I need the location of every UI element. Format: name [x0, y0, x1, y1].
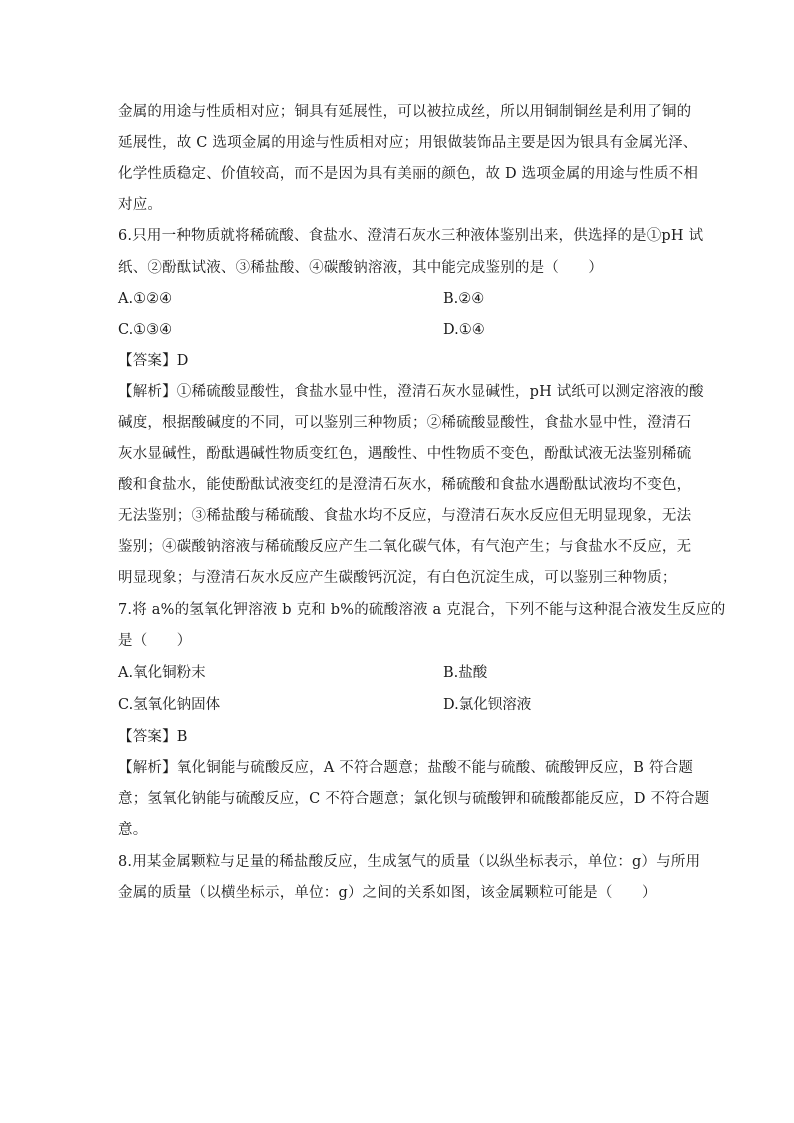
question-6-explanation: 【解析】①稀硫酸显酸性，食盐水显中性，澄清石灰水显碱性，pH 试纸可以测定溶液的酸: [118, 384, 704, 400]
question-7-answer: 【答案】B: [118, 729, 188, 745]
question-8-stem: 8.用某金属颗粒与足量的稀盐酸反应，生成氢气的质量（以纵坐标表示，单位：g）与所用: [118, 854, 701, 870]
question-7-explanation: 意；氢氧化钠能与硫酸反应，C 不符合题意；氯化钡与硫酸钾和硫酸都能反应，D 不符合题: [118, 791, 710, 807]
question-7-option-a: A.氧化铜粉末: [118, 665, 206, 681]
question-6-option-d: D.①④: [443, 322, 485, 338]
question-6-option-b: B.②④: [443, 291, 485, 307]
question-7-explanation: 【解析】氧化铜能与硫酸反应，A 不符合题意；盐酸不能与硫酸、硫酸钾反应，B 符合题: [118, 760, 694, 776]
question-7-option-c: C.氢氧化钠固体: [118, 697, 221, 713]
question-7-option-b: B.盐酸: [443, 665, 488, 681]
question-6-explanation: 无法鉴别；③稀盐酸与稀硫酸、食盐水均不反应，与澄清石灰水反应但无明显现象，无法: [118, 508, 692, 524]
paragraph-line: 金属的用途与性质相对应；铜具有延展性，可以被拉成丝，所以用铜制铜丝是利用了铜的: [118, 104, 692, 120]
question-7-option-d: D.氯化钡溶液: [443, 697, 532, 713]
question-6-stem: 6.只用一种物质就将稀硫酸、食盐水、澄清石灰水三种液体鉴别出来，供选择的是①pH 试: [118, 228, 704, 244]
question-6-answer: 【答案】D: [118, 353, 189, 369]
question-7-stem: 7.将 a%的氢氧化钾溶液 b 克和 b%的硫酸溶液 a 克混合，下列不能与这种混合液发生反应的: [118, 602, 726, 618]
question-8-stem: 金属的质量（以横坐标示，单位：g）之间的关系如图，该金属颗粒可能是（ ）: [118, 885, 657, 901]
question-6-explanation: 明显现象；与澄清石灰水反应产生碳酸钙沉淀，有白色沉淀生成，可以鉴别三种物质；: [118, 570, 677, 586]
question-6-explanation: 灰水显碱性，酚酞遇碱性物质变红色，遇酸性、中性物质不变色，酚酞试液无法鉴别稀硫: [118, 446, 692, 462]
question-6-explanation: 鉴别；④碳酸钠溶液与稀硫酸反应产生二氧化碳气体，有气泡产生；与食盐水不反应，无: [118, 539, 692, 555]
paragraph-line: 对应。: [118, 197, 163, 213]
paragraph-line: 延展性，故 C 选项金属的用途与性质相对应；用银做装饰品主要是因为银具有金属光泽、: [118, 135, 698, 151]
paragraph-line: 化学性质稳定、价值较高，而不是因为具有美丽的颜色，故 D 选项金属的用途与性质不相: [118, 166, 699, 182]
question-7-stem: 是（ ）: [118, 633, 192, 649]
question-6-stem: 纸、②酚酞试液、③稀盐酸、④碳酸钠溶液，其中能完成鉴别的是（ ）: [118, 260, 604, 276]
question-6-option-a: A.①②④: [118, 291, 173, 307]
question-6-explanation: 酸和食盐水，能使酚酞试液变红的是澄清石灰水，稀硫酸和食盐水遇酚酞试液均不变色，: [118, 477, 692, 493]
question-6-option-c: C.①③④: [118, 322, 173, 338]
question-7-explanation: 意。: [118, 822, 148, 838]
question-6-explanation: 碱度，根据酸碱度的不同，可以鉴别三种物质；②稀硫酸显酸性，食盐水显中性，澄清石: [118, 415, 692, 431]
